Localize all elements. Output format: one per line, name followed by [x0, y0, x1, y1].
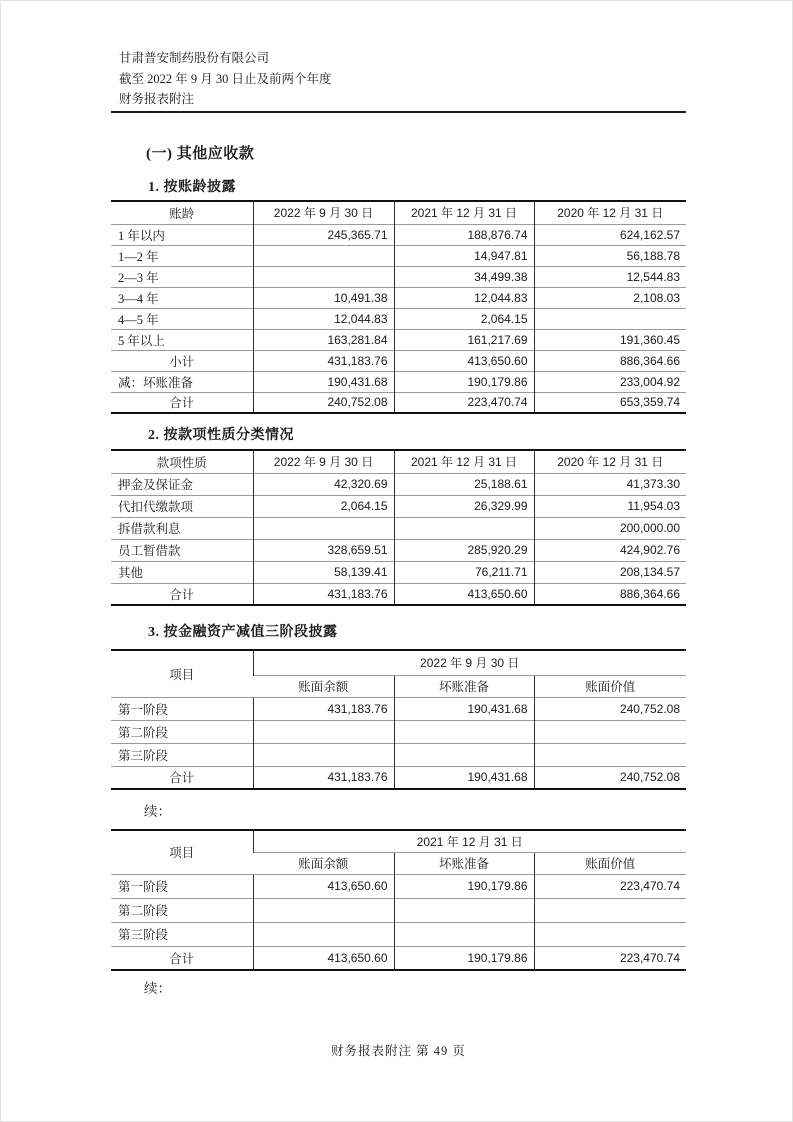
column-header: 2020 年 12 月 31 日	[534, 201, 686, 224]
row-label: 合计	[111, 766, 253, 789]
column-header: 账面余额	[253, 852, 394, 874]
cell-value	[394, 743, 534, 766]
table-row	[111, 517, 686, 539]
row-label: 1—2 年	[111, 245, 253, 266]
cell-value: 11,954.03	[534, 495, 686, 517]
total-row	[111, 946, 686, 970]
table-row	[111, 874, 686, 898]
cell-value: 188,876.74	[394, 224, 534, 245]
row-label: 合计	[111, 583, 253, 605]
row-label: 合计	[111, 946, 253, 970]
cell-value	[253, 898, 394, 922]
cell-value: 886,364.66	[534, 350, 686, 371]
cell-value: 58,139.41	[253, 561, 394, 583]
aging-table-title: 1. 按账龄披露	[148, 180, 236, 195]
row-label: 第三阶段	[111, 922, 253, 946]
cell-value: 190,179.86	[394, 946, 534, 970]
subtotal-row	[111, 350, 686, 371]
table-header-row	[111, 650, 686, 675]
cell-value: 200,000.00	[534, 517, 686, 539]
table-header-row	[111, 201, 686, 224]
cell-value: 25,188.61	[394, 473, 534, 495]
cell-value: 328,659.51	[253, 539, 394, 561]
column-header: 款项性质	[156, 455, 207, 470]
cell-value: 190,179.86	[394, 371, 534, 392]
cell-value	[253, 720, 394, 743]
cell-value	[394, 922, 534, 946]
cell-value: 653,359.74	[534, 392, 686, 413]
row-label: 其他	[111, 561, 253, 583]
column-header: 2021 年 12 月 31 日	[394, 450, 534, 473]
row-label: 第三阶段	[111, 743, 253, 766]
cell-value	[534, 898, 686, 922]
table-row	[111, 287, 686, 308]
cell-value: 431,183.76	[253, 350, 394, 371]
cell-value: 76,211.71	[394, 561, 534, 583]
row-label: 3—4 年	[111, 287, 253, 308]
cell-value	[253, 245, 394, 266]
total-row	[111, 766, 686, 789]
table-row	[111, 743, 686, 766]
column-header: 2022 年 9 月 30 日	[253, 450, 394, 473]
cell-value: 223,470.74	[534, 946, 686, 970]
row-label: 代扣代缴款项	[111, 495, 253, 517]
report-period: 截至 2022 年 9 月 30 日止及前两个年度	[119, 71, 332, 86]
cell-value: 240,752.08	[534, 697, 686, 720]
cell-value: 886,364.66	[534, 583, 686, 605]
cell-value: 413,650.60	[253, 874, 394, 898]
row-label: 合计	[111, 392, 253, 413]
cell-value: 2,108.03	[534, 287, 686, 308]
table-row	[111, 371, 686, 392]
cell-value: 10,491.38	[253, 287, 394, 308]
header-divider	[111, 111, 686, 113]
cell-value: 2,064.15	[394, 308, 534, 329]
table-row	[111, 245, 686, 266]
cell-value	[253, 743, 394, 766]
cell-value	[534, 743, 686, 766]
cell-value: 413,650.60	[253, 946, 394, 970]
stages-table-title: 3. 按金融资产减值三阶段披露	[148, 625, 338, 640]
page-footer: 财务报表附注 第 49 页	[331, 1044, 466, 1058]
continued-label: 续：	[144, 981, 171, 996]
cell-value: 26,329.99	[394, 495, 534, 517]
cell-value: 431,183.76	[253, 583, 394, 605]
table-row	[111, 922, 686, 946]
cell-value: 190,431.68	[394, 766, 534, 789]
company-name: 甘肃普安制药股份有限公司	[119, 51, 270, 65]
table-row	[111, 561, 686, 583]
row-label: 第一阶段	[111, 697, 253, 720]
column-header: 2020 年 12 月 31 日	[534, 450, 686, 473]
nature-table	[111, 449, 686, 606]
cell-value: 245,365.71	[253, 224, 394, 245]
cell-value: 431,183.76	[253, 697, 394, 720]
cell-value: 34,499.38	[394, 266, 534, 287]
table-row	[111, 720, 686, 743]
row-label: 拆借款利息	[111, 517, 253, 539]
cell-value	[253, 517, 394, 539]
cell-value	[534, 308, 686, 329]
table-row	[111, 898, 686, 922]
table-row	[111, 495, 686, 517]
row-label: 1 年以内	[111, 224, 253, 245]
column-header: 账龄	[169, 206, 195, 221]
cell-value: 223,470.74	[534, 874, 686, 898]
cell-value	[253, 266, 394, 287]
impairment-stages-table-2021	[111, 829, 686, 971]
row-label: 第二阶段	[111, 720, 253, 743]
cell-value: 14,947.81	[394, 245, 534, 266]
column-header: 账面余额	[253, 675, 394, 697]
impairment-stages-table-2022	[111, 649, 686, 790]
cell-value: 56,188.78	[534, 245, 686, 266]
document-type: 财务报表附注	[119, 92, 195, 106]
cell-value	[394, 720, 534, 743]
table-row	[111, 473, 686, 495]
column-header: 2021 年 12 月 31 日	[394, 201, 534, 224]
period-header: 2021 年 12 月 31 日	[253, 830, 686, 852]
row-label: 押金及保证金	[111, 473, 253, 495]
cell-value: 413,650.60	[394, 350, 534, 371]
cell-value: 223,470.74	[394, 392, 534, 413]
cell-value: 191,360.45	[534, 329, 686, 350]
cell-value: 12,544.83	[534, 266, 686, 287]
cell-value: 431,183.76	[253, 766, 394, 789]
column-header: 坏账准备	[394, 675, 534, 697]
table-header-row	[111, 830, 686, 852]
cell-value	[534, 720, 686, 743]
column-header: 账面价值	[534, 852, 686, 874]
table-row	[111, 224, 686, 245]
row-label: 4—5 年	[111, 308, 253, 329]
cell-value: 240,752.08	[534, 766, 686, 789]
table-row	[111, 539, 686, 561]
table-row	[111, 266, 686, 287]
cell-value: 12,044.83	[394, 287, 534, 308]
column-header: 2022 年 9 月 30 日	[253, 201, 394, 224]
table-row	[111, 329, 686, 350]
row-label: 小计	[111, 350, 253, 371]
cell-value: 208,134.57	[534, 561, 686, 583]
row-label: 第一阶段	[111, 874, 253, 898]
column-header: 坏账准备	[394, 852, 534, 874]
total-row	[111, 392, 686, 413]
cell-value: 163,281.84	[253, 329, 394, 350]
column-header: 项目	[169, 667, 195, 682]
cell-value: 624,162.57	[534, 224, 686, 245]
cell-value: 12,044.83	[253, 308, 394, 329]
cell-value: 413,650.60	[394, 583, 534, 605]
cell-value	[394, 898, 534, 922]
row-label: 减：坏账准备	[111, 371, 253, 392]
row-label: 第二阶段	[111, 898, 253, 922]
table-header-row	[111, 450, 686, 473]
cell-value: 190,431.68	[253, 371, 394, 392]
table-row	[111, 697, 686, 720]
nature-table-title: 2. 按款项性质分类情况	[148, 428, 294, 443]
cell-value: 233,004.92	[534, 371, 686, 392]
total-row	[111, 583, 686, 605]
aging-table	[111, 200, 686, 414]
cell-value	[394, 517, 534, 539]
period-header: 2022 年 9 月 30 日	[253, 650, 686, 675]
cell-value: 285,920.29	[394, 539, 534, 561]
continued-label: 续：	[144, 804, 171, 819]
cell-value: 42,320.69	[253, 473, 394, 495]
cell-value: 161,217.69	[394, 329, 534, 350]
cell-value: 190,431.68	[394, 697, 534, 720]
cell-value: 41,373.30	[534, 473, 686, 495]
cell-value: 2,064.15	[253, 495, 394, 517]
row-label: 2—3 年	[111, 266, 253, 287]
column-header: 项目	[169, 846, 195, 861]
table-row	[111, 308, 686, 329]
row-label: 5 年以上	[111, 329, 253, 350]
cell-value: 424,902.76	[534, 539, 686, 561]
cell-value: 240,752.08	[253, 392, 394, 413]
cell-value: 190,179.86	[394, 874, 534, 898]
cell-value	[253, 922, 394, 946]
column-header: 账面价值	[534, 675, 686, 697]
section-title: (一) 其他应收款	[146, 146, 255, 162]
cell-value	[534, 922, 686, 946]
document-header	[119, 48, 332, 110]
row-label: 员工暂借款	[111, 539, 253, 561]
